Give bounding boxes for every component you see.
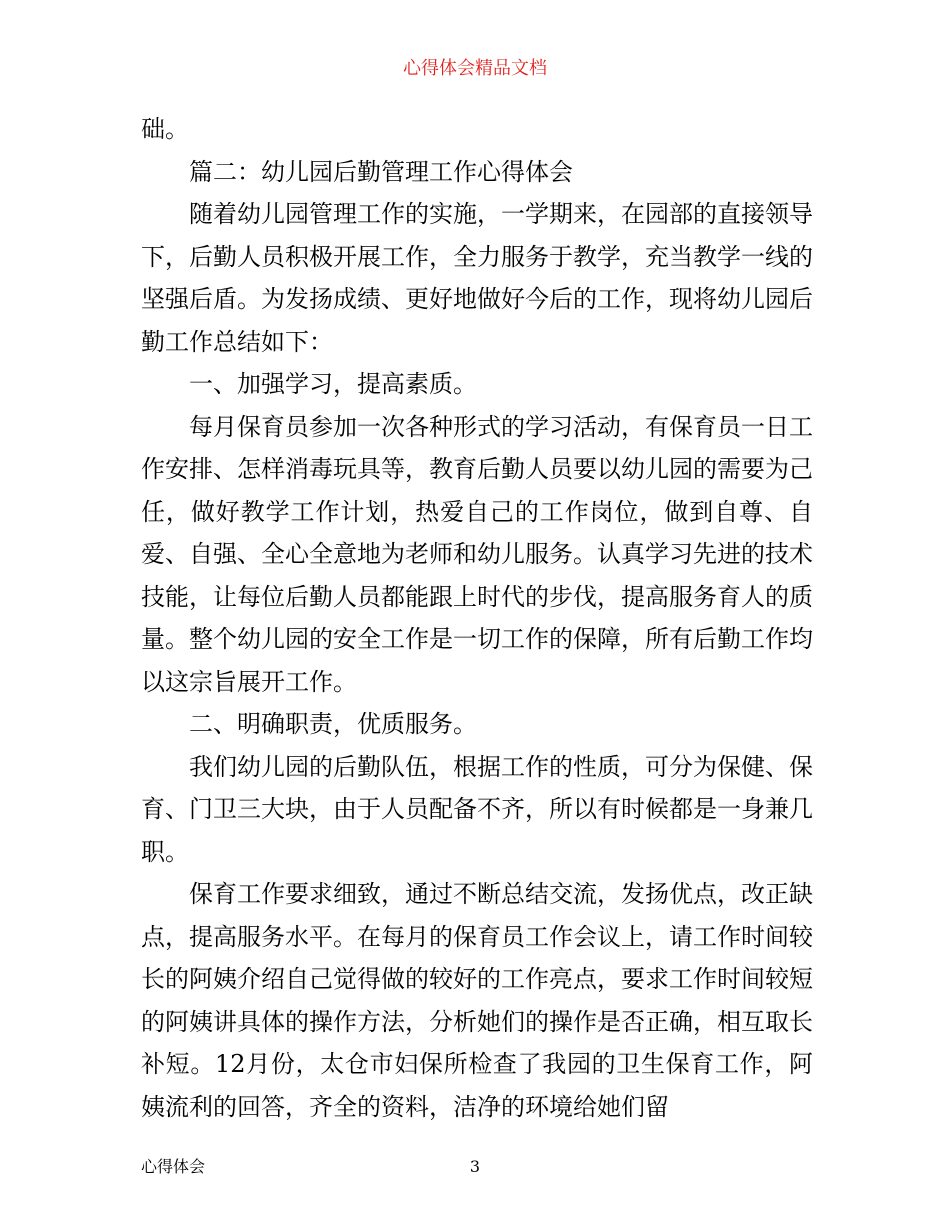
paragraph-intro: 随着幼儿园管理工作的实施，一学期来，在园部的直接领导下，后勤人员积极开展工作，全力服务于教学，充当教学一线的坚强后盾。为发扬成绩、更好地做好今后的工作，现将幼儿园后勤工作总结如下： (141, 200, 813, 356)
paragraph-care: 保育工作要求细致，通过不断总结交流，发扬优点，改正缺点，提高服务水平。在每月的保育员工作会议上，请工作时间较长的阿姨介绍自己觉得做的较好的工作亮点，要求工作时间较短的阿姨讲具体的操作方法，分析她们的操作是否正确，相互取长补短。12月份，太仓市妇保所检查了我园的卫生保育工作，阿姨流利的回答，齐全的资料，洁净的环境给她们留 (141, 880, 813, 1121)
heading-two: 二、明确职责，优质服务。 (189, 710, 477, 738)
page-header-title: 心得体会精品文档 (403, 58, 547, 79)
footer-label: 心得体会 (141, 1157, 206, 1176)
document-body (141, 108, 813, 1128)
paragraph-continuation: 础。 (141, 115, 189, 143)
paragraph-study: 每月保育员参加一次各种形式的学习活动，有保育员一日工作安排、怎样消毒玩具等，教育后勤人员要以幼儿园的需要为己任，做好教学工作计划，热爱自己的工作岗位，做到自尊、自爱、自强、全心全意地为老师和幼儿服务。认真学习先进的技术技能，让每位后勤人员都能跟上时代的步伐，提高服务育人的质量。整个幼儿园的安全工作是一切工作的保障，所有后勤工作均以这宗旨展开工作。 (141, 412, 813, 696)
section-title: 篇二：幼儿园后勤管理工作心得体会 (189, 157, 573, 186)
page-number: 3 (469, 1157, 481, 1176)
paragraph-team: 我们幼儿园的后勤队伍，根据工作的性质，可分为保健、保育、门卫三大块，由于人员配备不齐，所以有时候都是一身兼几职。 (141, 752, 813, 866)
heading-one: 一、加强学习，提高素质。 (189, 370, 477, 398)
